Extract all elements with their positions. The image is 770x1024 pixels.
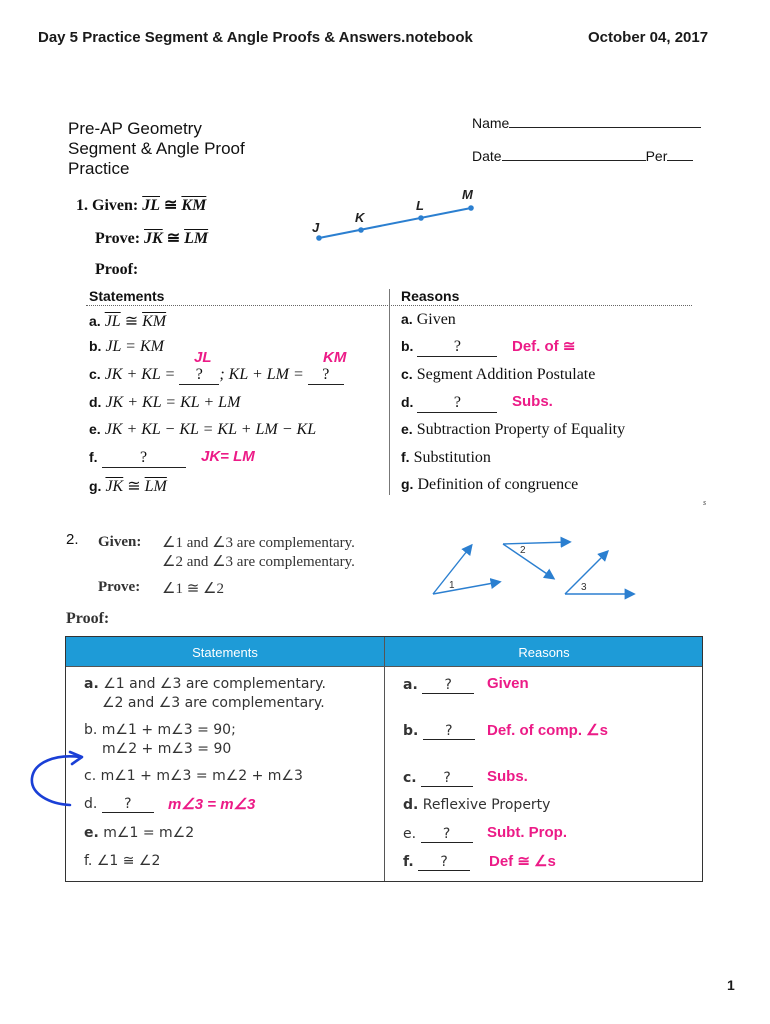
label-k: K: [355, 210, 365, 225]
p2-prove: ∠1 ≅ ∠2: [162, 581, 224, 597]
p2-answer-d: m∠3 = m∠3: [168, 796, 256, 813]
angle-3: [565, 552, 633, 594]
p2-statements-header: Statements: [192, 645, 258, 660]
p2-reason-d: d. Reflexive Property: [403, 797, 551, 813]
p1-statement-a: a. $\overline{JL}$ ≅ $\overline{KM}$: [89, 313, 167, 330]
p1-given-a: $\overline{JL}$: [142, 197, 160, 214]
p1-statement-g: g. $\overline{JK}$ ≅ $\overline{LM}$: [89, 478, 167, 495]
p1-number: 1.: [76, 197, 88, 214]
p1-reason-e: e. Subtraction Property of Equality: [401, 421, 626, 438]
p1-answer-b: Def. of ≅: [512, 338, 576, 355]
label-j: J: [312, 220, 320, 235]
stray-mark: s: [703, 498, 707, 507]
p2-reason-a: a. ?: [403, 677, 474, 694]
p2-reason-e: e. ?: [403, 826, 473, 843]
notebook-date: October 04, 2017: [588, 29, 709, 46]
point-m: [468, 205, 474, 211]
p1-reasons-header: Reasons: [401, 288, 460, 304]
p2-column-divider: [384, 637, 385, 881]
per-line: [667, 160, 693, 161]
p1-statement-d: d. JK + KL = KL + LM: [89, 394, 241, 411]
p1-reason-c: c. Segment Addition Postulate: [401, 366, 596, 383]
handwritten-arrow-icon: [22, 748, 92, 810]
p2-number: 2.: [66, 531, 79, 548]
p2-proof-label: Proof:: [66, 610, 110, 627]
p2-answer-f: Def ≅ ∠s: [489, 853, 556, 870]
svg-text:2: 2: [520, 545, 526, 556]
p1-prove-b: $\overline{LM}$: [184, 230, 209, 247]
p1-statement-f: f. ?: [89, 449, 186, 468]
point-j: [316, 235, 322, 241]
date-per-field: [472, 148, 693, 164]
angle-figures: [425, 532, 645, 602]
p1-proof-label: Proof:: [95, 261, 139, 278]
p1-prove: Prove: $\overline{JK}$ ≅ $\overline{LM}$: [95, 230, 209, 247]
p2-answer-b: Def. of comp. ∠s: [487, 722, 608, 739]
svg-text:1: 1: [449, 580, 455, 591]
p2-statement-e: e. m∠1 = m∠2: [84, 825, 195, 841]
p2-reason-f: f. ?: [403, 854, 470, 871]
p1-given-label: Given:: [92, 197, 139, 214]
p1-statements-header: Statements: [89, 288, 165, 304]
p1-reason-d: d. ?: [401, 394, 497, 413]
name-label: Name: [472, 115, 510, 131]
svg-text:3: 3: [581, 582, 587, 593]
p2-given: [162, 534, 355, 572]
p1-prove-a: $\overline{JK}$: [144, 230, 163, 247]
p2-prove-label: Prove:: [98, 579, 141, 595]
segment-line: [319, 208, 471, 238]
p2-given-label: Given:: [98, 534, 142, 550]
title-line-2: Segment & Angle Proof: [68, 139, 245, 158]
p1-given: 1. Given: $\overline{JL}$ ≅ $\overline{KM}$: [76, 197, 207, 214]
p1-prove-label: Prove:: [95, 230, 141, 247]
p1-answer-d: Subs.: [512, 393, 553, 410]
page-number: 1: [727, 977, 735, 993]
p1-column-divider: [389, 289, 390, 495]
segment-figure: [300, 180, 500, 250]
p1-statement-e: e. JK + KL − KL = KL + LM − KL: [89, 421, 317, 438]
angle-1: [433, 546, 499, 594]
date-line: [502, 160, 646, 161]
p1-reason-g: g. Definition of congruence: [401, 476, 579, 493]
p1-reason-f: f. Substitution: [401, 449, 491, 466]
label-m: M: [462, 187, 473, 202]
p1-statement-b: b. JL = KM: [89, 338, 164, 355]
p2-given-line-1: ∠1 and ∠3 are complementary.: [162, 535, 355, 551]
name-field: [472, 115, 701, 131]
title-line-1: Pre-AP Geometry: [68, 119, 202, 138]
p2-statement-f: f. ∠1 ≅ ∠2: [84, 853, 161, 869]
per-label: Per: [645, 148, 668, 164]
p2-statement-b: b. m∠1 + m∠3 = 90; m∠2 + m∠3 = 90: [84, 722, 236, 757]
p2-statement-c: c. m∠1 + m∠3 = m∠2 + m∠3: [84, 768, 303, 784]
date-label: Date: [472, 148, 502, 164]
label-l: L: [416, 198, 424, 213]
p2-reasons-header: Reasons: [518, 645, 570, 660]
point-l: [418, 215, 424, 221]
p1-given-b: $\overline{KM}$: [181, 197, 207, 214]
p1-answer-c2: KM: [323, 349, 347, 366]
p2-table: [65, 636, 703, 882]
p1-answer-f: JK= LM: [201, 448, 255, 465]
notebook-title: Day 5 Practice Segment & Angle Proofs & Answers.notebook: [38, 29, 473, 46]
p2-reason-c: c. ?: [403, 770, 473, 787]
p2-reason-b: b. ?: [403, 723, 475, 740]
p2-answer-e: Subt. Prop.: [487, 824, 567, 841]
p2-statement-a: a. ∠1 and ∠3 are complementary. ∠2 and ∠3 are complementary.: [84, 676, 326, 711]
point-k: [358, 227, 364, 233]
p2-answer-c: Subs.: [487, 768, 528, 785]
p1-statement-c: c. JK + KL = ? ; KL + LM = ?: [89, 366, 344, 385]
p1-answer-c1: JL: [194, 349, 212, 366]
p1-reason-b: b. ?: [401, 338, 497, 357]
title-line-3: Practice: [68, 159, 130, 178]
p2-statement-d: d. ?: [84, 796, 154, 813]
angle-2: [503, 542, 569, 578]
worksheet-title: [68, 119, 245, 179]
p2-given-line-2: ∠2 and ∠3 are complementary.: [162, 554, 355, 570]
p2-answer-a: Given: [487, 675, 529, 692]
p1-reason-a: a. Given: [401, 311, 456, 328]
name-line: [509, 127, 701, 128]
